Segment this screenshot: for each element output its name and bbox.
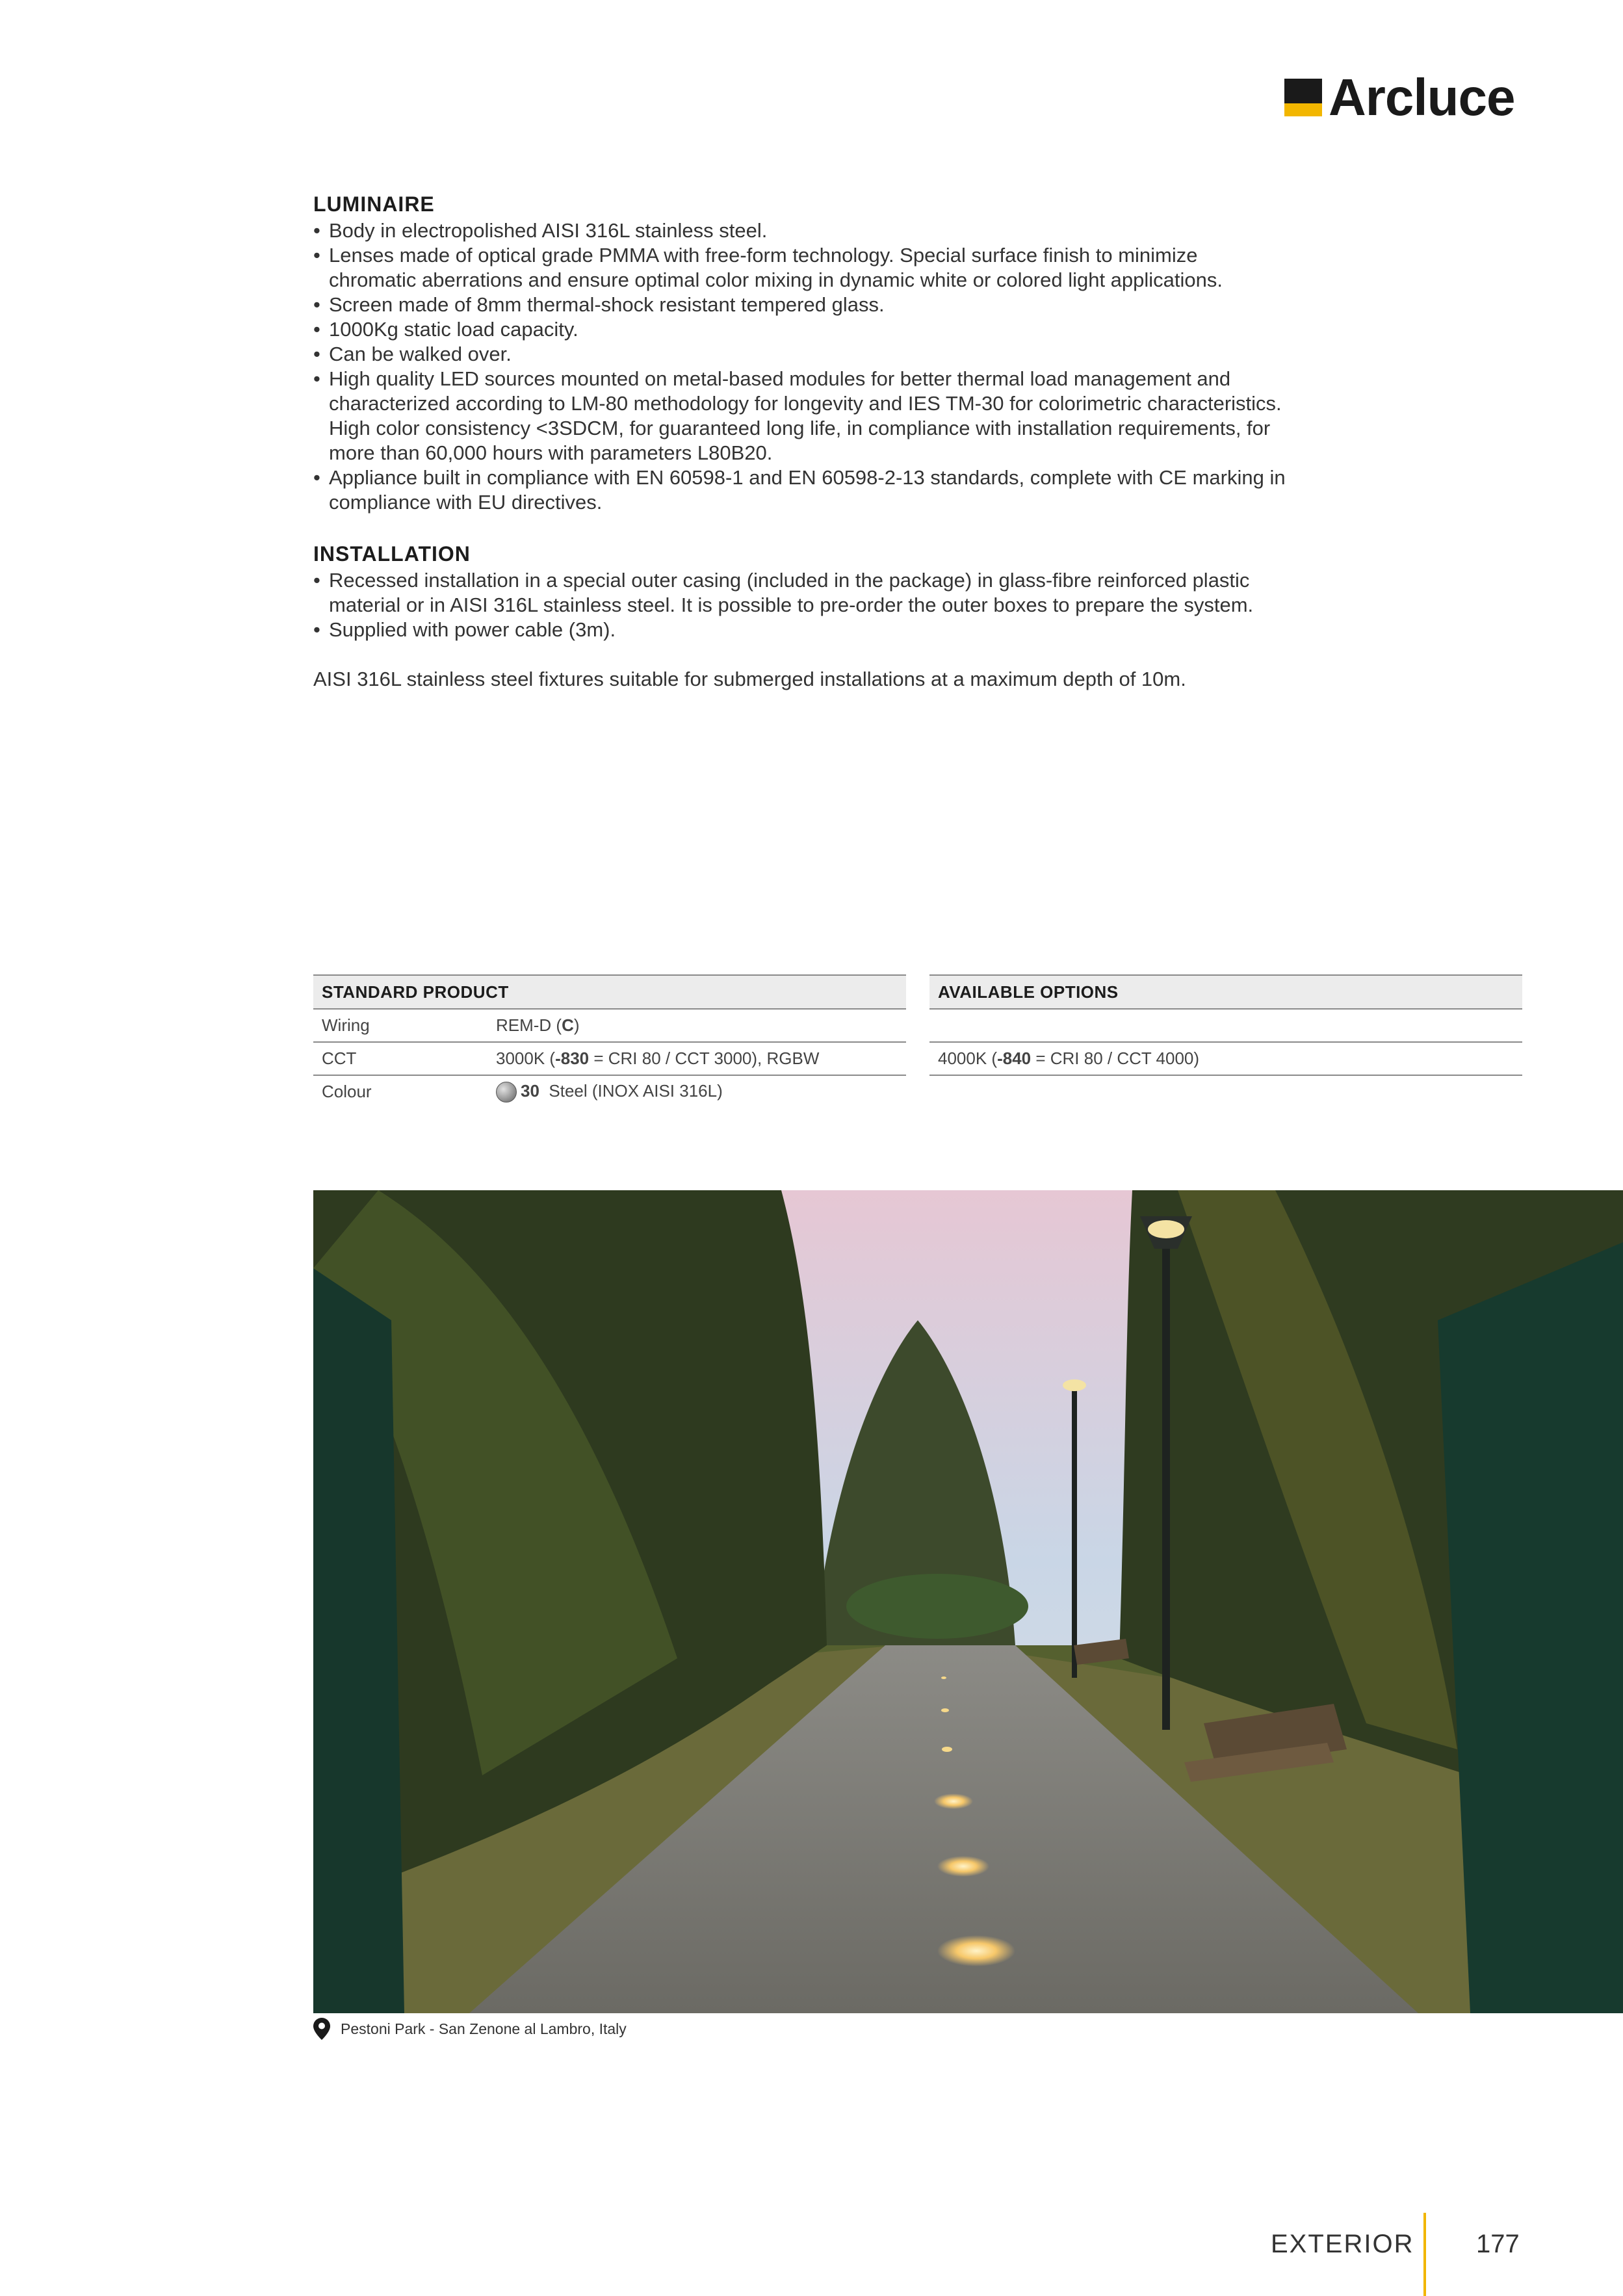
caption-text: Pestoni Park - San Zenone al Lambro, Italy: [341, 2020, 627, 2037]
installation-list: [313, 568, 1314, 642]
list-item-line: Screen made of 8mm thermal-shock resistant tempered glass.: [329, 293, 885, 316]
photo-caption: [313, 2018, 627, 2040]
list-item-line: Appliance built in compliance with EN 60598-1 and EN 60598-2-13 standards, complete with CE marking in: [329, 466, 1286, 489]
park-photo: [313, 1190, 1623, 2013]
wiring-label: Wiring: [313, 1009, 487, 1042]
list-item: [313, 218, 1314, 243]
list-item: [313, 243, 1314, 293]
list-item-line: characterized according to LM-80 methodology for longevity and IES TM-30 for colorimetric characteristics.: [329, 392, 1282, 415]
available-options-header: AVAILABLE OPTIONS: [929, 975, 1522, 1009]
list-item: [313, 342, 1314, 367]
table-row: [929, 1042, 1522, 1075]
option-cct-value: 4000K (-840 = CRI 80 / CCT 4000): [929, 1042, 1522, 1075]
list-item-line: High quality LED sources mounted on metal-based modules for better thermal load management and: [329, 367, 1231, 390]
wiring-value: REM-D (C): [487, 1009, 906, 1042]
list-item-line: Supplied with power cable (3m).: [329, 618, 616, 641]
list-item: [313, 465, 1314, 515]
location-pin-icon: [313, 2018, 330, 2040]
installation-heading: INSTALLATION: [313, 542, 471, 566]
list-item-line: Can be walked over.: [329, 343, 512, 365]
list-item-line: chromatic aberrations and ensure optimal color mixing in dynamic white or colored light applications.: [329, 268, 1223, 291]
logo-text: Arcluce: [1329, 68, 1515, 126]
table-row: [313, 1042, 906, 1075]
steel-swatch-icon: [496, 1082, 517, 1102]
list-item: [313, 367, 1314, 465]
list-item-line: compliance with EU directives.: [329, 491, 603, 514]
list-item-line: more than 60,000 hours with parameters L80B20.: [329, 441, 773, 464]
brand-logo: [1284, 68, 1515, 126]
cct-value: 3000K (-830 = CRI 80 / CCT 3000), RGBW: [487, 1042, 906, 1075]
luminaire-heading: LUMINAIRE: [313, 192, 435, 216]
list-item-line: 1000Kg static load capacity.: [329, 318, 578, 341]
footer-divider: [1423, 2213, 1426, 2296]
available-options-table: [929, 974, 1522, 1076]
standard-product-header: STANDARD PRODUCT: [313, 975, 906, 1009]
list-item-line: Body in electropolished AISI 316L stainless steel.: [329, 219, 768, 242]
table-row: [313, 1075, 906, 1108]
submerged-note: AISI 316L stainless steel fixtures suitable for submerged installations at a maximum depth of 10m.: [313, 668, 1186, 690]
standard-product-table: [313, 974, 906, 1108]
list-item: [313, 317, 1314, 342]
list-item-line: material or in AISI 316L stainless steel. It is possible to pre-order the outer boxes to prepare the system.: [329, 594, 1254, 616]
page-number: 177: [1476, 2230, 1520, 2258]
luminaire-list: [313, 218, 1314, 515]
list-item-line: Lenses made of optical grade PMMA with free-form technology. Special surface finish to minimize: [329, 244, 1198, 267]
table-row: [313, 1009, 906, 1042]
list-item: [313, 293, 1314, 317]
list-item-line: High color consistency <3SDCM, for guaranteed long life, in compliance with installation requirements, for: [329, 417, 1271, 439]
cct-label: CCT: [313, 1042, 487, 1075]
list-item-line: Recessed installation in a special outer casing (included in the package) in glass-fibre reinforced plastic: [329, 569, 1250, 592]
table-row: [929, 1009, 1522, 1042]
product-description: [313, 190, 1314, 692]
list-item: [313, 568, 1314, 618]
logo-mark-icon: [1284, 79, 1322, 116]
colour-value: 30 Steel (INOX AISI 316L): [487, 1075, 906, 1108]
colour-label: Colour: [322, 1082, 372, 1101]
section-label: EXTERIOR: [1271, 2230, 1414, 2258]
list-item: [313, 618, 1314, 642]
